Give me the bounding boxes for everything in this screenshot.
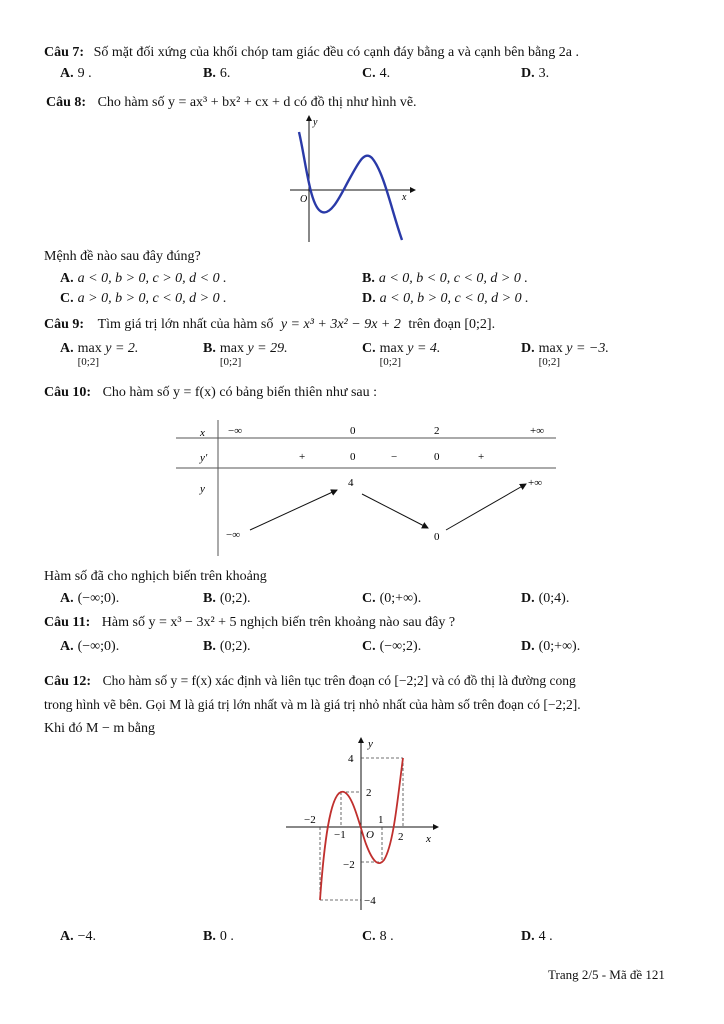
q8-graph (280, 112, 420, 244)
q12-tick-xneg2: −2 (304, 814, 316, 826)
q12-stem-line-3: Khi đó M − m bằng (44, 721, 155, 736)
q10-row-yp: y′ (200, 452, 208, 464)
q9-option-d[interactable]: D. max [0;2] y = −3. (521, 341, 609, 368)
q10-y-neg-inf: −∞ (226, 529, 241, 541)
q10-text: Cho hàm số y = f(x) có bảng biến thiên như sau : (102, 385, 377, 400)
q10-arrow-down (362, 494, 428, 528)
q12-tick-yneg4: −4 (364, 895, 376, 907)
q8-y-label: y (313, 117, 318, 128)
q8-label: Câu 8: (46, 95, 87, 110)
q9-option-c[interactable]: C. max [0;2] y = 4. (362, 341, 441, 368)
q12-tick-xneg1: −1 (334, 829, 346, 841)
q12-x-label: x (426, 833, 431, 845)
q11-option-c[interactable]: C. (−∞;2). (362, 639, 422, 654)
q10-y-pos-inf: +∞ (528, 477, 543, 489)
q12-graph (282, 734, 442, 912)
q10-yp-zero-2: 0 (434, 451, 440, 463)
q8-origin-label: O (300, 194, 308, 205)
q7-stem (44, 44, 579, 62)
q11-option-d[interactable]: D. (0;+∞). (521, 639, 581, 654)
q12-option-d[interactable]: D. 4 . (521, 929, 553, 944)
q10-arrow-up-1 (250, 490, 337, 530)
q8-x-label: x (402, 192, 407, 203)
q11-text: Hàm số y = x³ − 3x² + 5 nghịch biến trên khoảng nào sau đây ? (101, 615, 456, 630)
q12-tick-y4: 4 (348, 753, 354, 765)
q12-stem-line-1 (44, 672, 576, 691)
q12-stem-line-2: trong hình vẽ bên. Gọi M là giá trị lớn nhất và m là giá trị nhỏ nhất của hàm số trên đoạn có [−2;2]. (44, 697, 581, 712)
q12-tick-yneg2: −2 (343, 859, 355, 871)
q10-yp-zero-1: 0 (350, 451, 356, 463)
q10-option-b[interactable]: B. (0;2). (203, 591, 251, 606)
q10-yp-plus-1: + (299, 451, 306, 463)
q12-tick-x1: 1 (378, 814, 384, 826)
q10-x-0: 0 (350, 425, 356, 437)
q8-option-d[interactable]: D. a < 0, b > 0, c < 0, d > 0 . (362, 291, 529, 306)
q7-option-a[interactable]: A. 9 . (60, 66, 92, 81)
q10-x-pos-inf: +∞ (530, 425, 545, 437)
q10-row-x: x (200, 427, 205, 439)
q9-text-before: Tìm giá trị lớn nhất của hàm số (97, 317, 274, 332)
q10-label: Câu 10: (44, 385, 92, 400)
q7-option-c[interactable]: C. 4. (362, 66, 391, 81)
q10-option-c[interactable]: C. (0;+∞). (362, 591, 422, 606)
q8-option-c[interactable]: C. a > 0, b > 0, c < 0, d > 0 . (60, 291, 227, 306)
q7-option-d[interactable]: D. 3. (521, 66, 550, 81)
q9-text-after: trên đoạn [0;2]. (408, 317, 496, 332)
q10-row-y: y (200, 483, 205, 495)
q8-text: Cho hàm số y = ax³ + bx² + cx + d có đồ thị như hình vẽ. (97, 95, 417, 110)
q10-option-a[interactable]: A. (−∞;0). (60, 591, 120, 606)
q8-option-b[interactable]: B. a < 0, b < 0, c < 0, d > 0 . (362, 271, 528, 286)
q8-stem (46, 94, 417, 112)
q10-stem (44, 384, 377, 402)
q8-question: Mệnh đề nào sau đây đúng? (44, 249, 201, 264)
q10-yp-minus: − (391, 451, 398, 463)
q10-x-2: 2 (434, 425, 440, 437)
q10-question: Hàm số đã cho nghịch biến trên khoảng (44, 569, 267, 584)
q12-y-label: y (368, 738, 373, 750)
q11-option-b[interactable]: B. (0;2). (203, 639, 251, 654)
q12-option-c[interactable]: C. 8 . (362, 929, 394, 944)
q10-yp-plus-2: + (478, 451, 485, 463)
q12-origin-label: O (366, 829, 374, 841)
q12-label: Câu 12: (44, 674, 92, 689)
q12-text-1: Cho hàm số y = f(x) xác định và liên tục trên đoạn có [−2;2] và có đồ thị là đường cong (102, 673, 576, 688)
q11-option-a[interactable]: A. (−∞;0). (60, 639, 120, 654)
q10-option-d[interactable]: D. (0;4). (521, 591, 570, 606)
q9-label: Câu 9: (44, 317, 85, 332)
q7-text: Số mặt đối xứng của khối chóp tam giác đều có cạnh đáy bằng a và cạnh bên bằng 2a . (93, 45, 579, 60)
q12-option-a[interactable]: A. −4. (60, 929, 97, 944)
q7-label: Câu 7: (44, 45, 85, 60)
q10-x-neg-inf: −∞ (228, 425, 243, 437)
q10-variation-table (172, 416, 560, 558)
q10-y-0: 0 (434, 531, 440, 543)
q9-option-a[interactable]: A. max [0;2] y = 2. (60, 341, 139, 368)
q12-tick-y2: 2 (366, 787, 372, 799)
page-footer: Trang 2/5 - Mã đề 121 (548, 967, 665, 982)
q11-label: Câu 11: (44, 615, 91, 630)
q8-curve (299, 132, 402, 240)
q11-stem (44, 614, 455, 632)
q12-option-b[interactable]: B. 0 . (203, 929, 234, 944)
q9-option-b[interactable]: B. max [0;2] y = 29. (203, 341, 288, 368)
q12-tick-x2: 2 (398, 831, 404, 843)
q8-option-a[interactable]: A. a < 0, b > 0, c > 0, d < 0 . (60, 271, 227, 286)
q10-y-4: 4 (348, 477, 354, 489)
q7-option-b[interactable]: B. 6. (203, 66, 231, 81)
q10-arrow-up-2 (446, 484, 526, 530)
q9-stem (44, 316, 495, 334)
q9-formula: y = x³ + 3x² − 9x + 2 (280, 317, 401, 332)
